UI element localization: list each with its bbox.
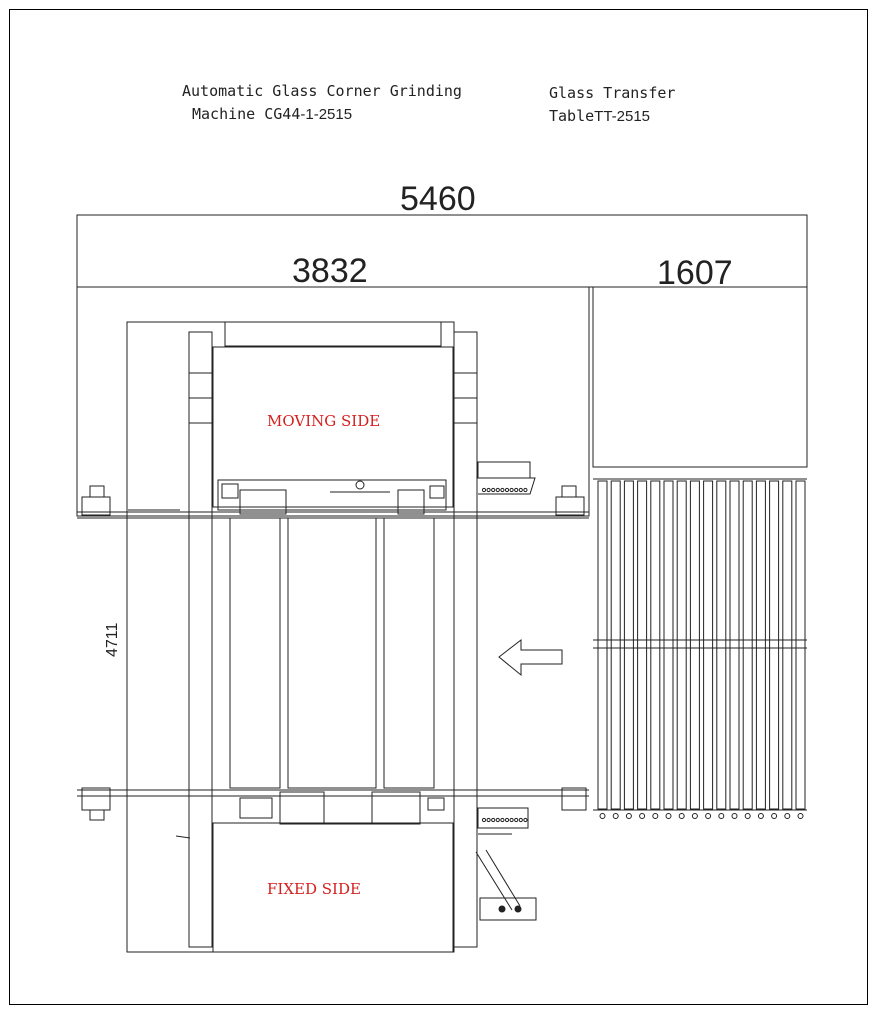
roller-bearing xyxy=(640,814,645,819)
roller-bearing xyxy=(758,814,763,819)
roller-bearing xyxy=(785,814,790,819)
roller xyxy=(756,481,765,809)
bearing xyxy=(487,818,490,821)
table-model-prefix: Table xyxy=(549,107,595,125)
bearing xyxy=(496,818,499,821)
roller-bearing xyxy=(666,814,671,819)
bearing xyxy=(505,488,508,491)
bearing xyxy=(510,488,513,491)
roller xyxy=(743,481,752,809)
dimension-total-width: 5460 xyxy=(400,180,476,218)
table-title-line1: Glass Transfer xyxy=(549,84,676,102)
roller xyxy=(611,481,620,809)
roller-table xyxy=(482,481,807,822)
roller-bearing xyxy=(653,814,658,819)
machine-body xyxy=(127,322,477,952)
roller xyxy=(783,481,792,809)
bearing xyxy=(524,818,527,821)
moving-side-label: MOVING SIDE xyxy=(267,412,381,430)
roller xyxy=(690,481,699,809)
machine-model-prefix: Machine CG44 xyxy=(192,105,301,123)
bearing xyxy=(519,818,522,821)
roller-bearing xyxy=(613,814,618,819)
roller-bearing xyxy=(798,814,803,819)
machine-dimension-box xyxy=(77,287,589,516)
bearing xyxy=(487,488,490,491)
left-arrow-icon xyxy=(499,640,562,675)
roller xyxy=(651,481,660,809)
roller-bearing xyxy=(679,814,684,819)
bearing xyxy=(492,488,495,491)
dimension-height: 4711 xyxy=(104,622,121,657)
bearing xyxy=(501,818,504,821)
machine-title-line1: Automatic Glass Corner Grinding xyxy=(182,82,462,100)
roller-bearing xyxy=(706,814,711,819)
bearing xyxy=(501,488,504,491)
roller xyxy=(796,481,805,809)
fixed-side-hardware xyxy=(77,788,589,920)
roller xyxy=(624,481,633,809)
table-model-suffix: TT-2515 xyxy=(594,108,651,125)
roller xyxy=(717,481,726,809)
roller xyxy=(770,481,779,809)
roller-bearing xyxy=(772,814,777,819)
bearing xyxy=(482,818,485,821)
machine-model-suffix: -1-2515 xyxy=(300,106,353,123)
roller xyxy=(677,481,686,809)
roller-bearing xyxy=(626,814,631,819)
moving-side-hardware xyxy=(77,462,589,518)
bearing xyxy=(515,818,518,821)
roller-bearing xyxy=(745,814,750,819)
table-dimension-box xyxy=(593,287,807,467)
roller xyxy=(664,481,673,809)
roller xyxy=(598,481,607,809)
roller xyxy=(704,481,713,809)
roller xyxy=(730,481,739,809)
roller-bearing xyxy=(732,814,737,819)
total-dimension-box xyxy=(77,215,807,287)
dimension-table-width: 1607 xyxy=(657,254,733,292)
roller-bearing xyxy=(719,814,724,819)
bearing xyxy=(496,488,499,491)
bearing xyxy=(515,488,518,491)
roller-bearing xyxy=(600,814,605,819)
roller xyxy=(638,481,647,809)
bearing xyxy=(482,488,485,491)
bearing xyxy=(519,488,522,491)
fixed-side-label: FIXED SIDE xyxy=(267,880,361,898)
bearing xyxy=(505,818,508,821)
bearing xyxy=(510,818,513,821)
dimension-machine-width: 3832 xyxy=(292,252,368,290)
bearing xyxy=(524,488,527,491)
bearing xyxy=(492,818,495,821)
roller-bearing xyxy=(692,814,697,819)
